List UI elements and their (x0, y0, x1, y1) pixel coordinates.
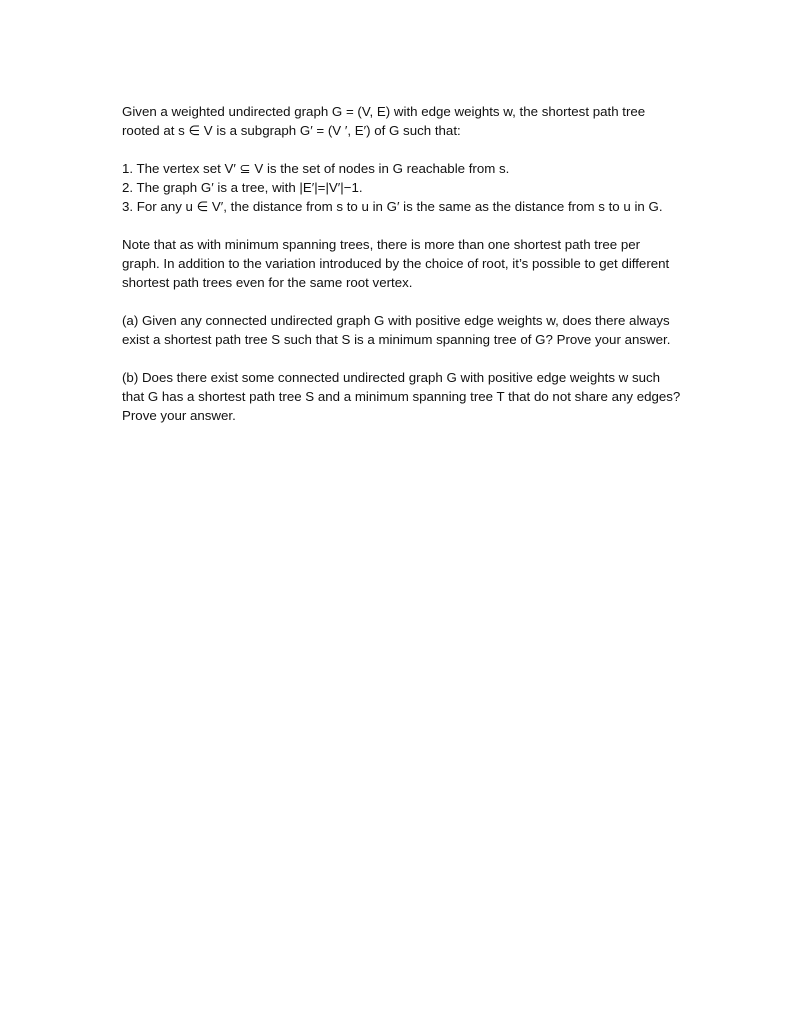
question-b-paragraph (122, 368, 742, 425)
question-b-line-3: Prove your answer. (122, 408, 236, 423)
condition-item: 2. The graph G′ is a tree, with |E′|=|V′|−1. (122, 180, 363, 195)
intro-line-2: rooted at s ∈ V is a subgraph G′ = (V ′, E′) of G such that: (122, 123, 461, 138)
question-a-line-1: (a) Given any connected undirected graph G with positive edge weights w, does there always (122, 313, 670, 328)
intro-line-1: Given a weighted undirected graph G = (V, E) with edge weights w, the shortest path tree (122, 104, 646, 119)
note-paragraph (122, 235, 742, 292)
question-a-paragraph (122, 311, 742, 349)
note-line-3: shortest path trees even for the same root vertex. (122, 275, 413, 290)
note-line-2: graph. In addition to the variation introduced by the choice of root, it’s possible to get different (122, 256, 670, 271)
intro-paragraph (122, 102, 742, 140)
document-page (122, 102, 742, 444)
question-b-line-2: that G has a shortest path tree S and a minimum spanning tree T that do not share any edges? (122, 389, 681, 404)
condition-item: 1. The vertex set V′ ⊆ V is the set of nodes in G reachable from s. (122, 161, 510, 176)
question-b-line-1: (b) Does there exist some connected undirected graph G with positive edge weights w such (122, 370, 661, 385)
condition-item: 3. For any u ∈ V′, the distance from s to u in G′ is the same as the distance from s to u in G. (122, 199, 663, 214)
question-a-line-2: exist a shortest path tree S such that S is a minimum spanning tree of G? Prove your answer. (122, 332, 671, 347)
note-line-1: Note that as with minimum spanning trees, there is more than one shortest path tree per (122, 237, 641, 252)
conditions-list (122, 159, 742, 216)
